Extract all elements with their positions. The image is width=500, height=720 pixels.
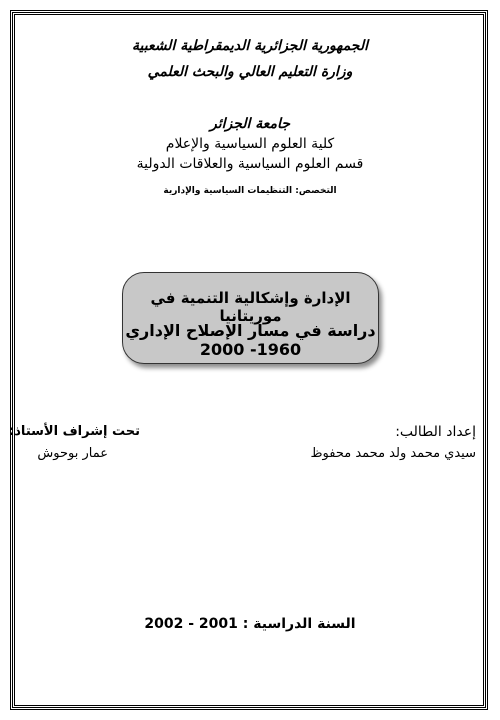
thesis-title-line2: دراسة في مسار الإصلاح الإداري 1960- 2000: [125, 321, 376, 359]
ministry-header: وزارة التعليم العالي والبحث العلمي: [147, 64, 353, 80]
faculty-name: كلية العلوم السياسية والإعلام: [165, 136, 335, 152]
specialization: التخصص: التنظيمات السياسية والإدارية: [163, 186, 337, 196]
supervisor-name: عمار بوحوش: [37, 446, 108, 461]
university-name: جامعة الجزائر: [210, 116, 290, 132]
academic-year: السنة الدراسية : 2001 - 2002: [144, 616, 356, 632]
thesis-title-line1: الإدارة وإشكالية التنمية في موريتانيا: [150, 289, 351, 325]
department-name: قسم العلوم السياسية والعلاقات الدولية: [136, 156, 364, 172]
student-label: إعداد الطالب:: [395, 424, 476, 440]
supervisor-label: تحت إشراف الأستاذ:: [9, 424, 140, 439]
student-name: سيدي محمد ولد محمد محفوظ: [310, 446, 476, 461]
republic-header: الجمهورية الجزائرية الديمقراطية الشعبية: [131, 38, 368, 54]
thesis-title-box: [122, 272, 379, 364]
